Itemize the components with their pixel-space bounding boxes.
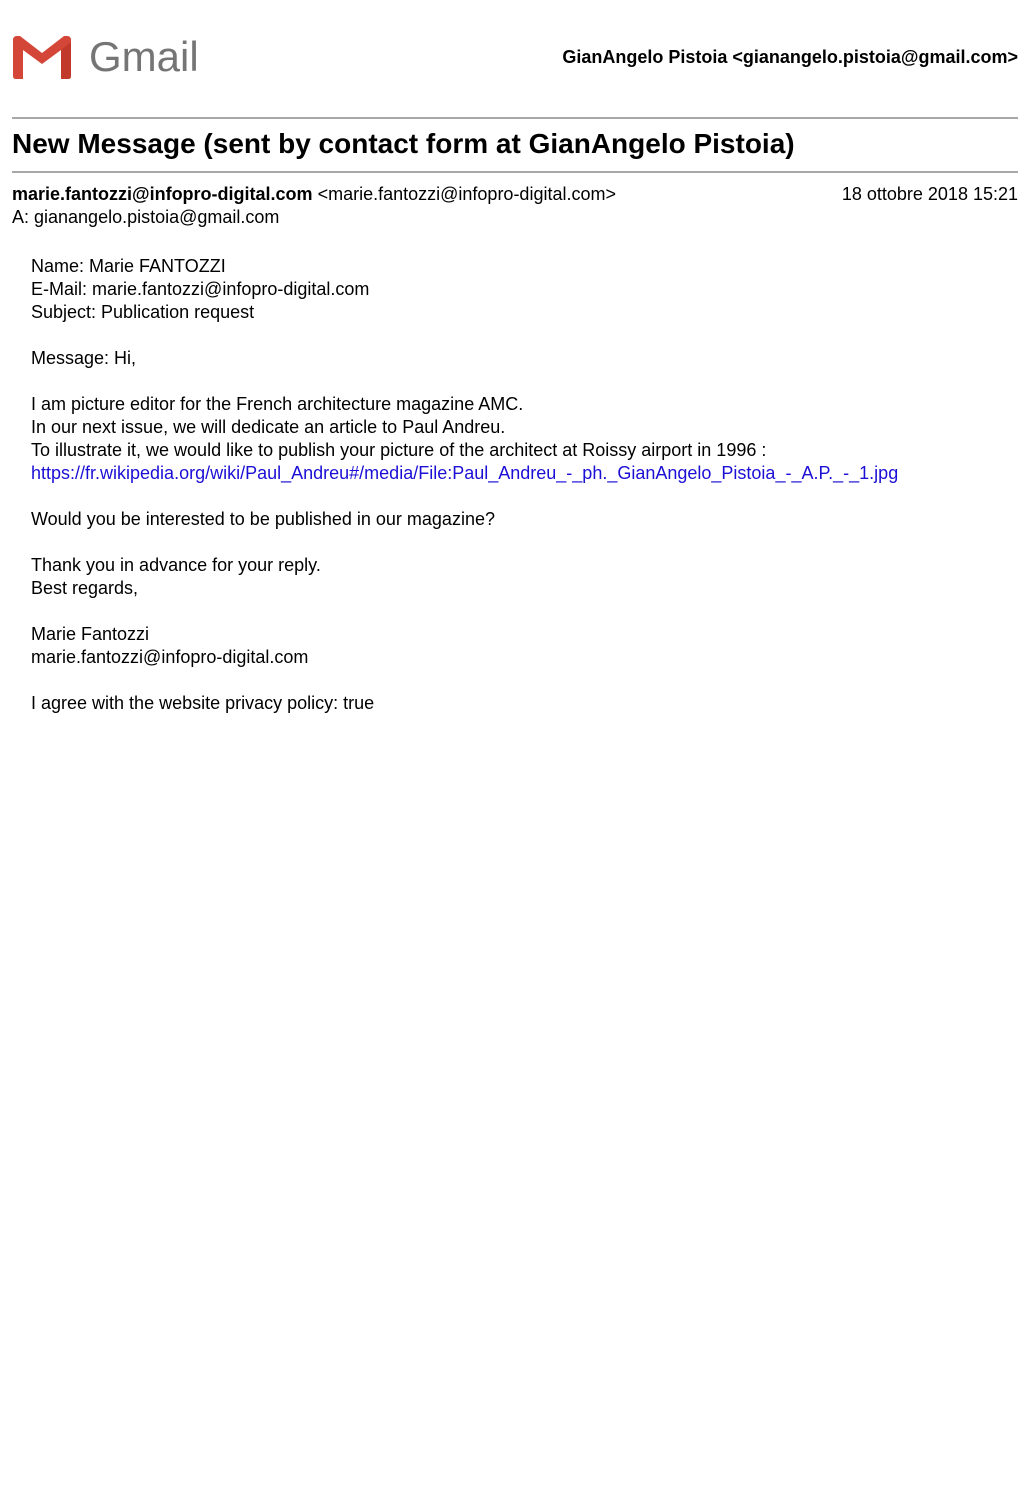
- spacer: [31, 370, 1021, 393]
- signature-email: marie.fantozzi@infopro-digital.com: [31, 647, 309, 667]
- sender-address: <marie.fantozzi@infopro-digital.com>: [317, 184, 616, 204]
- sender-line: [12, 184, 616, 205]
- body-paragraph: I am picture editor for the French architecture magazine AMC.: [31, 394, 524, 414]
- sender-name: marie.fantozzi@infopro-digital.com: [12, 184, 313, 204]
- wikipedia-link[interactable]: https://fr.wikipedia.org/wiki/Paul_Andreu#/media/File:Paul_Andreu_-_ph._GianAngelo_Pistoia_-_A.P._-_1.jpg: [31, 463, 899, 483]
- message-date: 18 ottobre 2018 15:21: [841, 184, 1018, 204]
- gmail-wordmark: Gmail: [89, 33, 199, 80]
- gmail-logo: [11, 34, 199, 80]
- body-regards: Best regards,: [31, 578, 139, 598]
- spacer: [31, 531, 1021, 554]
- divider-top: [12, 117, 1018, 119]
- spacer: [31, 669, 1021, 692]
- body-thanks: Thank you in advance for your reply.: [31, 555, 321, 575]
- body-paragraph: To illustrate it, we would like to publish your picture of the architect at Roissy airport in 1996 :: [31, 440, 767, 460]
- body-subject: Subject: Publication request: [31, 302, 255, 322]
- message-subject: New Message (sent by contact form at GianAngelo Pistoia): [12, 128, 795, 159]
- privacy-line: I agree with the website privacy policy: true: [31, 693, 375, 713]
- message-body: [31, 255, 1021, 715]
- body-email: E-Mail: marie.fantozzi@infopro-digital.com: [31, 279, 370, 299]
- account-header: GianAngelo Pistoia <gianangelo.pistoia@gmail.com>: [562, 47, 1018, 67]
- signature-name: Marie Fantozzi: [31, 624, 150, 644]
- divider-subject: [12, 171, 1018, 173]
- body-name: Name: Marie FANTOZZI: [31, 256, 226, 276]
- spacer: [31, 600, 1021, 623]
- spacer: [31, 485, 1021, 508]
- body-message-start: Message: Hi,: [31, 348, 137, 368]
- body-question: Would you be interested to be published in our magazine?: [31, 509, 495, 529]
- recipient-line: A: gianangelo.pistoia@gmail.com: [12, 207, 280, 227]
- spacer: [31, 324, 1021, 347]
- gmail-m-icon: [11, 34, 73, 80]
- body-paragraph: In our next issue, we will dedicate an article to Paul Andreu.: [31, 417, 506, 437]
